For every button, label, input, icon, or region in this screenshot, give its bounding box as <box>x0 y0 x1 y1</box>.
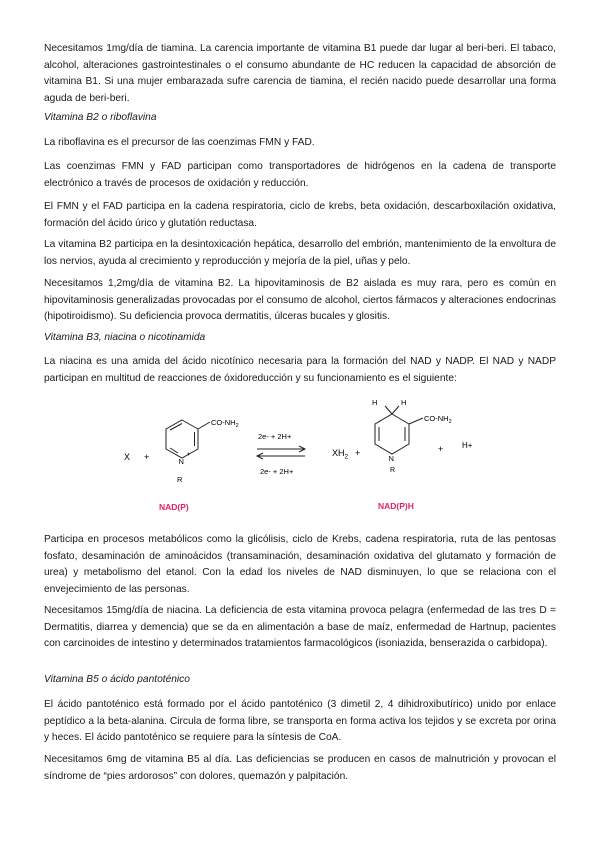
plus-sign-1: + <box>144 452 150 462</box>
amide-group-right: $CO-NH_2$ <box>424 414 452 425</box>
paragraph-fmn-fad-pathways: El FMN y el FAD participa en la cadena respiratoria, ciclo de krebs, beta oxidación, descarboxilación oxidativa, formación del ácido úrico y glutatión reductasa. <box>44 201 556 229</box>
paragraph-niacin-needs: Necesitamos 15mg/día de niacina. La deficiencia de esta vitamina provoca pelagra (enfermedad de las tres D = Dermatitis, diarrea y demencia) que se da en alimentación a base de maíz, enfermedad de Hartnup, pacientes con carcinoides de intestino y determinados tratamientos farmacológicos (isoniazida, benserazida o carbidopa). <box>44 605 556 650</box>
pyridine-ring-left <box>166 420 198 458</box>
reactant-x-label: X <box>124 452 131 462</box>
nadph-label: NAD(P)H <box>378 501 414 511</box>
paragraph-thiamine-needs: Necesitamos 1mg/día de tiamina. La carencia importante de vitamina B1 puede dar lugar al beri-beri. El tabaco, alcohol, alteraciones gastrointestinales o el consumo abundante de HC reducen la capacidad de absorción de vitamina B1. Si una mujer embarazada sufre carencia de tiamina, el recién nacido puede desarrollar una forma aguda de beri-beri. <box>44 43 556 104</box>
paragraph-b2-functions: La vitamina B2 participa en la desintoxicación hepática, desarrollo del embrión, mantenimiento de la envoltura de los nervios, ayuda al crecimiento y reproducción y mejoría de la piel, uñas y pelo. <box>44 239 556 267</box>
dihydropyridine-ring-right <box>375 414 409 454</box>
hydrogen-label-1: H <box>372 398 378 407</box>
paragraph-niacin-metabolism: Participa en procesos metabólicos como la glicólisis, ciclo de Krebs, cadena respiratoria, ruta de las pentosas fosfato, desaminación de aminoácidos (transaminación, desaminación oxidativa del glutamato y formación de urea) y metabolismo del etanol. Con la edad los niveles de NAD disminuyen, lo que se relaciona con el envejecimiento de las personas. <box>44 534 556 595</box>
amide-group-left: $CO-NH_2$ <box>211 418 239 429</box>
reduced-x-label: $XH_2$ <box>332 448 349 461</box>
paragraph-b2-needs: Necesitamos 1,2mg/día de vitamina B2. La hipovitaminosis de B2 aislada es muy rara, pero es común en hipovitaminosis generalizadas provocadas por el consumo de alcohol, ciertos fármacos y alteraciones endocrinas (hipotiroidismo). Su deficiencia provoca dermatitis, úlceras bucales y glositis. <box>44 278 556 323</box>
paragraph-niacin-nad: La niacina es una amida del ácido nicotínico necesaria para la formación del NAD y NADP. El NAD y NADP participan en multitud de reacciones de óxidoreducción y su funcionamiento es el siguiente: <box>44 356 556 384</box>
paragraph-riboflavin-precursor: La riboflavina es el precursor de las coenzimas FMN y FAD. <box>44 137 315 148</box>
paragraph-b5-needs: Necesitamos 6mg de vitamina B5 al día. Las deficiencias se producen en casos de malnutrición y provocan el síndrome de “pies ardorosos” con dolores, quemazón y palpitación. <box>44 754 556 782</box>
hydrogen-label-2: H <box>401 398 407 407</box>
heading-vitamin-b3: Vitamina B3, niacina o nicotinamida <box>44 332 206 343</box>
r-group-left: R <box>177 475 183 484</box>
ring-nitrogen-right: N <box>388 454 394 463</box>
plus-sign-3: + <box>438 444 444 454</box>
ring-nitrogen-charge-left: + <box>187 452 191 458</box>
paragraph-pantothenic-acid: El ácido pantoténico está formado por el ácido pantoténico (3 dimetil 2, 4 dihidroxibutírico) unido por enlace peptídico a la beta-alanina. Circula de forma libre, se transporta en forma activa los tejidos y se excreta por orina y heces. El ácido pantoténico se requiere para la síntesis de CoA. <box>44 699 556 744</box>
nad-redox-reaction-diagram <box>110 392 510 520</box>
ring-nitrogen-left: N <box>178 457 184 466</box>
reverse-electron-label: 2e- + 2H+ <box>260 467 294 476</box>
proton-label: H+ <box>462 441 473 450</box>
plus-sign-2: + <box>355 448 361 458</box>
paragraph-fmn-fad-transport: Las coenzimas FMN y FAD participan como transportadores de hidrógenos en la cadena de transporte electrónico a través de procesos de oxidación y reducción. <box>44 161 556 189</box>
heading-vitamin-b2: Vitamina B2 o riboflavina <box>44 112 157 123</box>
heading-vitamin-b5: Vitamina B5 o ácido pantoténico <box>44 674 190 685</box>
nadp-label: NAD(P) <box>159 502 189 512</box>
r-group-right: R <box>390 467 396 474</box>
forward-electron-label: 2e- + 2H+ <box>258 432 292 441</box>
